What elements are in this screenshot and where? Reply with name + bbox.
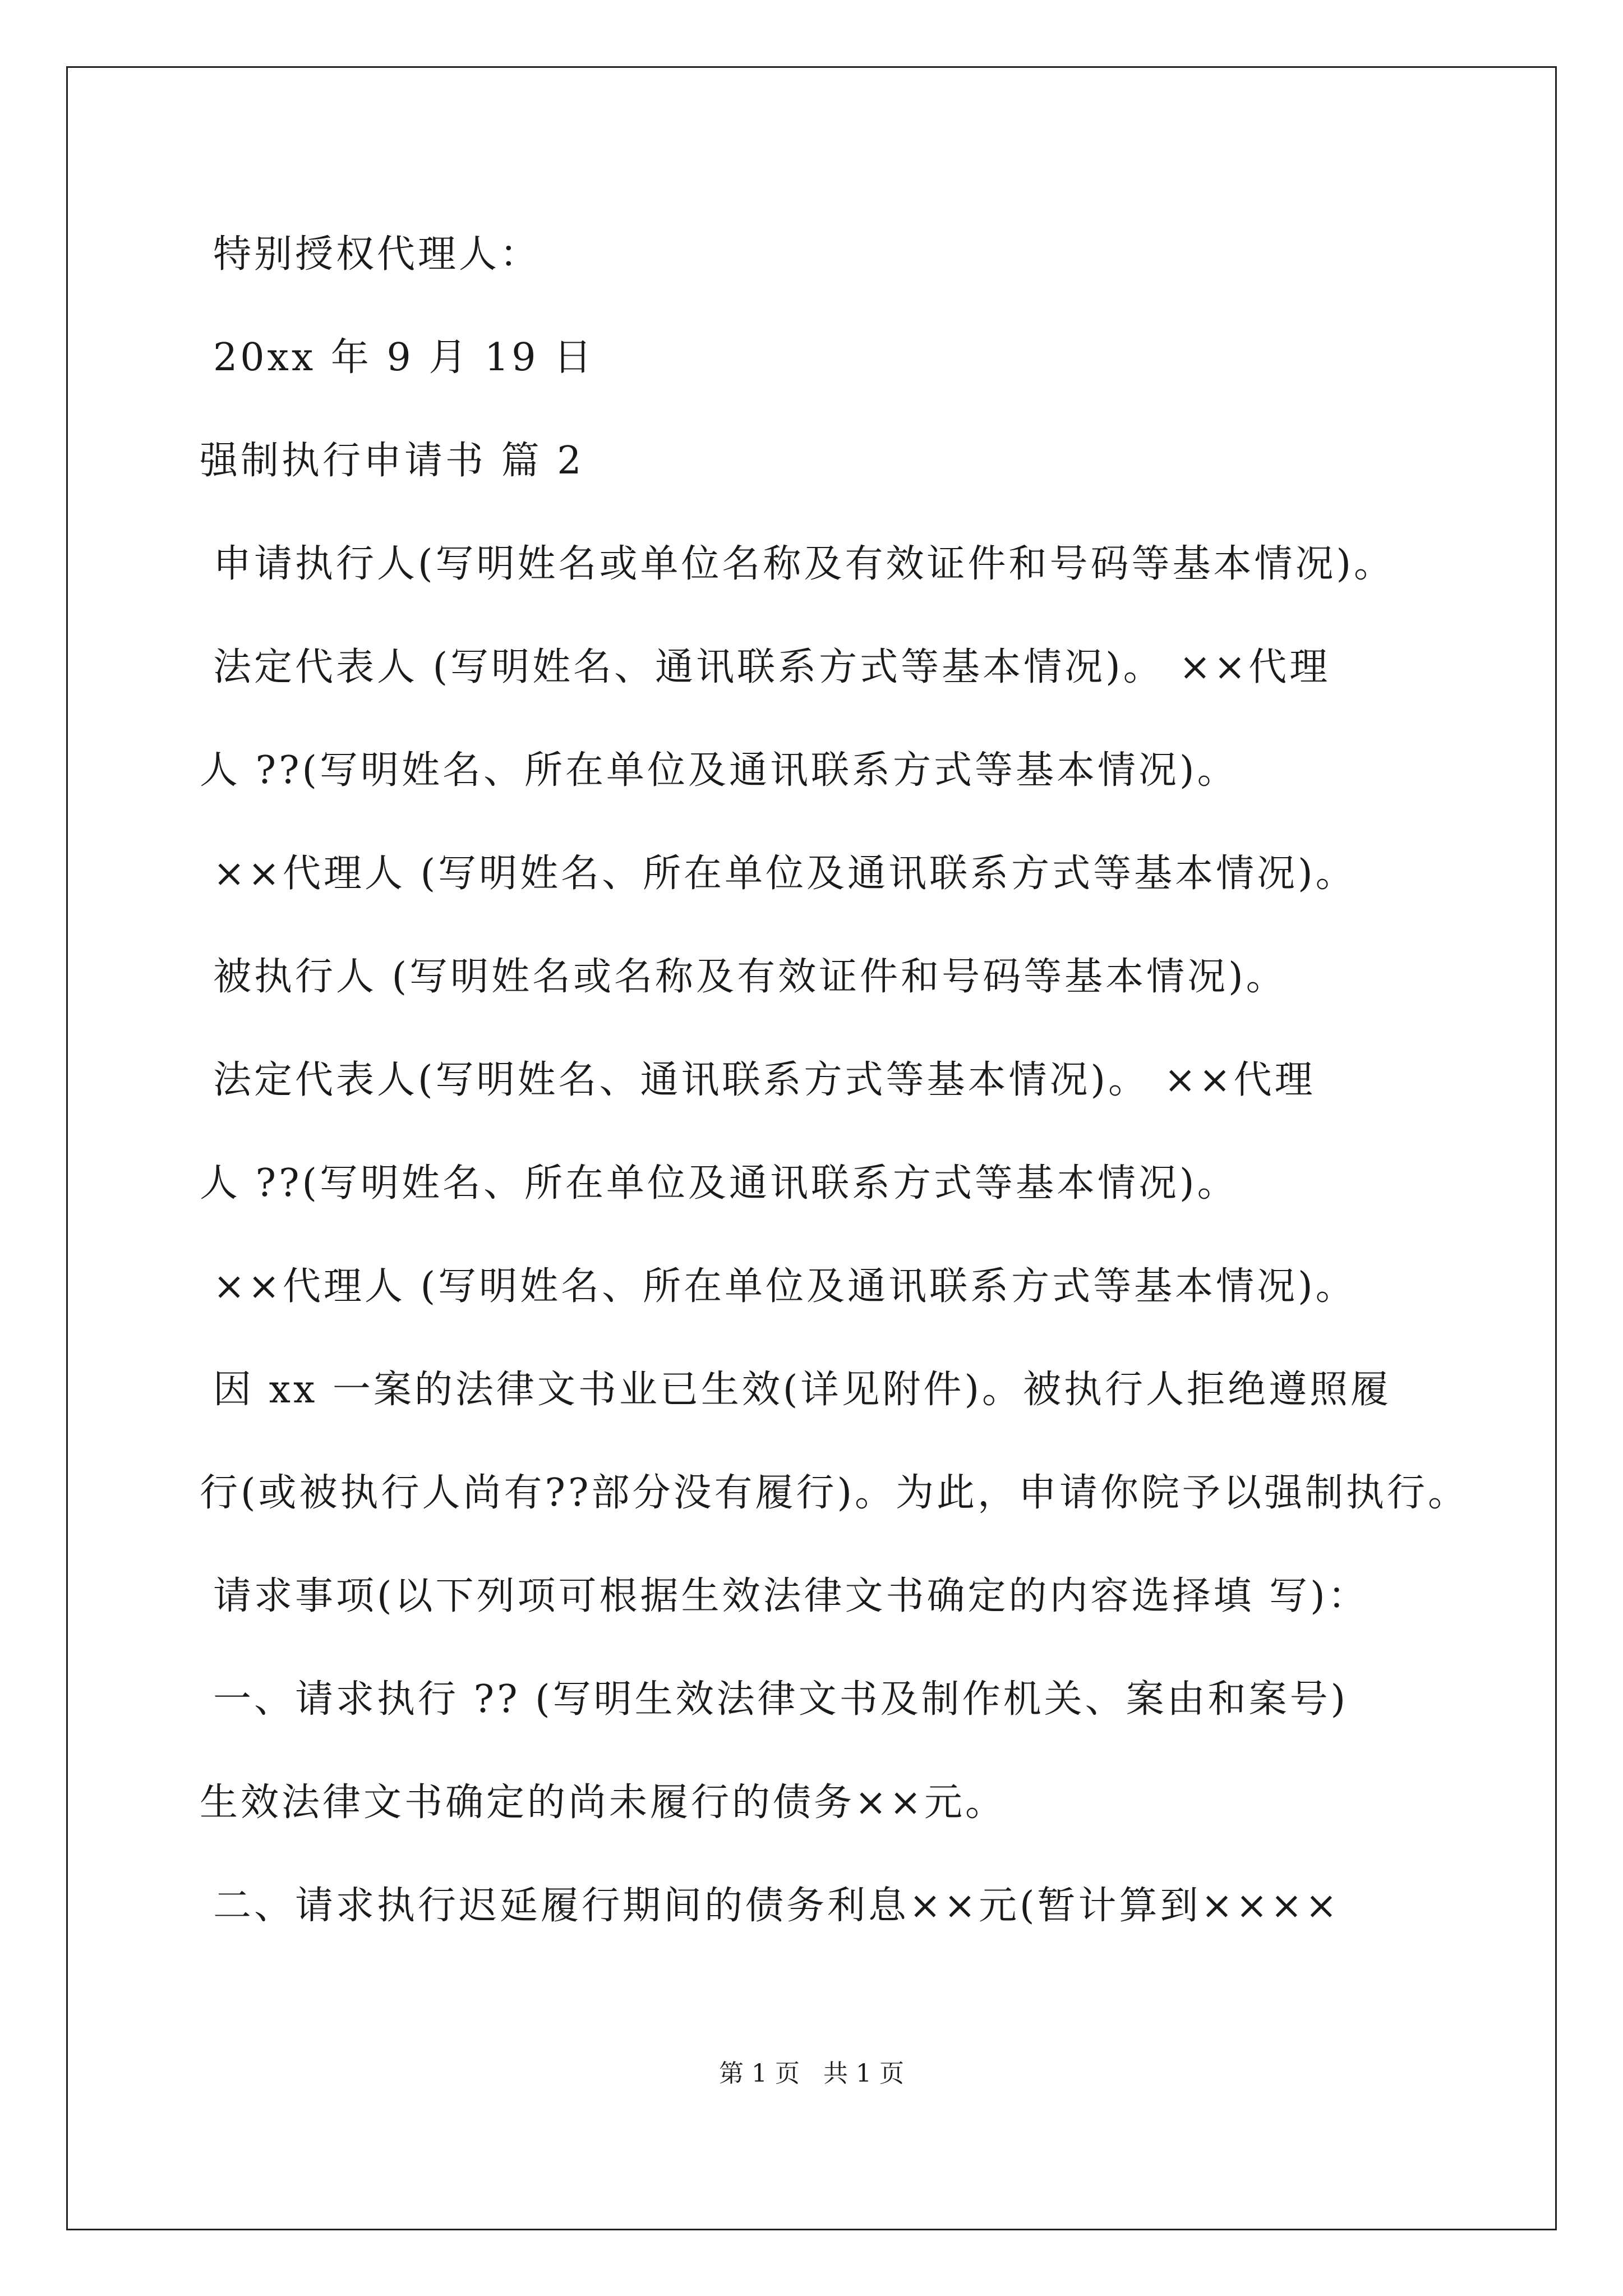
text-line: 申请执行人(写明姓名或单位名称及有效证件和号码等基本情况)。	[213, 542, 1395, 586]
text-line: 因 xx 一案的法律文书业已生效(详见附件)。被执行人拒绝遵照履	[213, 1368, 1391, 1412]
text-line: 生效法律文书确定的尚未履行的债务××元。	[200, 1780, 1006, 1825]
text-line: 20xx 年 9 月 19 日	[213, 335, 595, 380]
text-line: 行(或被执行人尚有??部分没有履行)。为此，申请你院予以强制执行。	[200, 1471, 1469, 1515]
text-line: ××代理人 (写明姓名、所在单位及通讯联系方式等基本情况)。	[213, 852, 1357, 896]
text-line: 人 ??(写明姓名、所在单位及通讯联系方式等基本情况)。	[200, 1161, 1238, 1205]
text-line: 请求事项(以下列项可根据生效法律文书确定的内容选择填 写)：	[213, 1574, 1369, 1618]
text-line: 法定代表人 (写明姓名、通讯联系方式等基本情况)。 ××代理	[213, 645, 1331, 689]
text-line: 被执行人 (写明姓名或名称及有效证件和号码等基本情况)。	[213, 955, 1287, 999]
text-line: 二、请求执行迟延履行期间的债务利息××元(暂计算到××××	[213, 1884, 1340, 1928]
text-line: 一、请求执行 ?? (写明生效法律文书及制作机关、案由和案号)	[213, 1677, 1349, 1722]
text-line: 特别授权代理人：	[213, 232, 541, 277]
text-line: 法定代表人(写明姓名、通讯联系方式等基本情况)。 ××代理	[213, 1058, 1316, 1102]
text-line: 人 ??(写明姓名、所在单位及通讯联系方式等基本情况)。	[200, 748, 1238, 793]
text-line: ××代理人 (写明姓名、所在单位及通讯联系方式等基本情况)。	[213, 1264, 1357, 1309]
section-heading: 强制执行申请书 篇 2	[200, 439, 584, 483]
page-footer: 第 1 页 共 1 页	[719, 2059, 904, 2088]
